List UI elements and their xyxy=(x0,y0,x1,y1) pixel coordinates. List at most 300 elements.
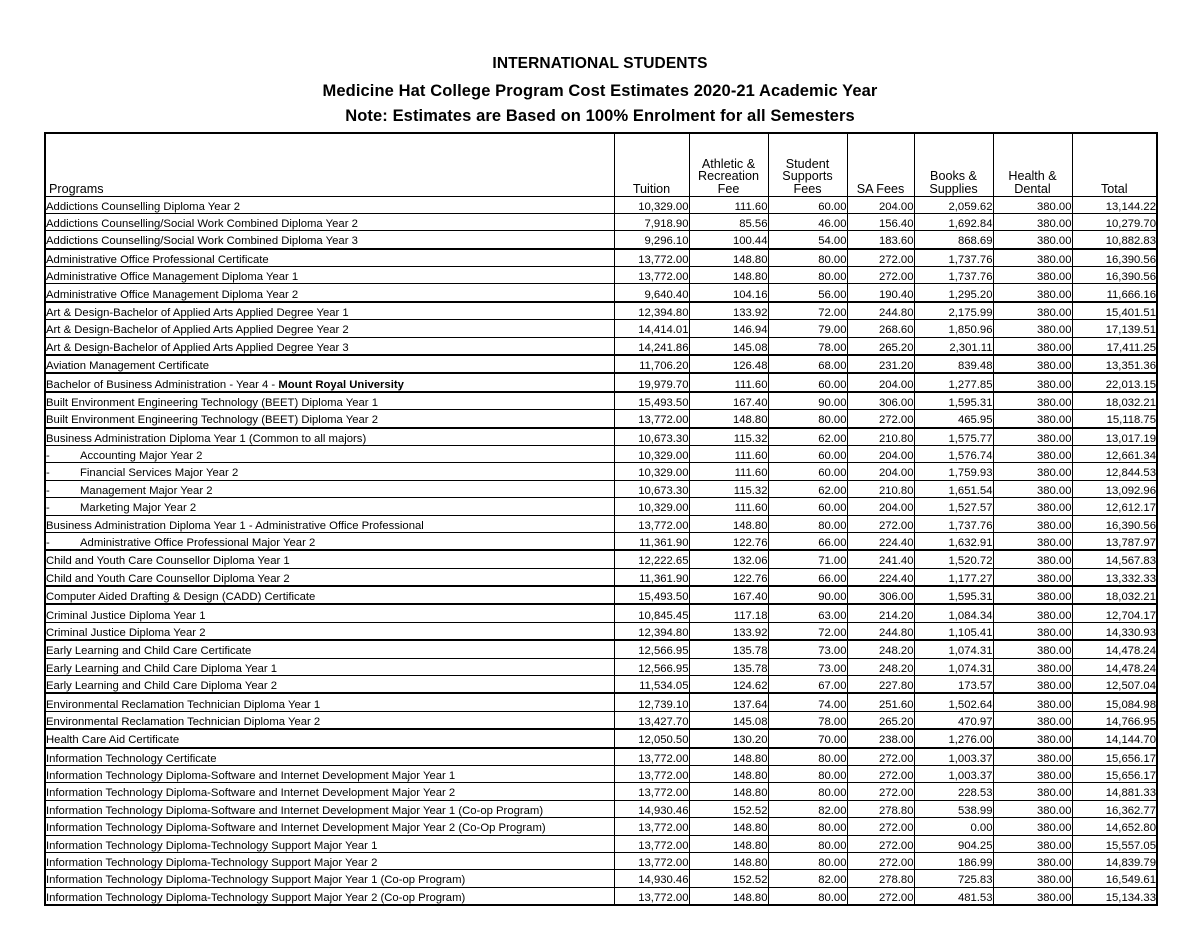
cell-student-supports-fees: 63.00 xyxy=(768,604,847,622)
cell-health-dental: 380.00 xyxy=(993,729,1072,747)
cell-sa-fees: 244.80 xyxy=(847,302,914,320)
cell-tuition: 14,414.01 xyxy=(614,320,689,337)
cell-athletic-recreation-fee: 152.52 xyxy=(689,800,768,817)
cell-student-supports-fees: 80.00 xyxy=(768,887,847,905)
cell-athletic-recreation-fee: 111.60 xyxy=(689,196,768,213)
cell-student-supports-fees: 90.00 xyxy=(768,392,847,410)
cell-athletic-recreation-fee: 111.60 xyxy=(689,463,768,480)
cell-health-dental: 380.00 xyxy=(993,392,1072,410)
cell-student-supports-fees: 79.00 xyxy=(768,320,847,337)
cell-total: 15,401.51 xyxy=(1072,302,1157,320)
cell-student-supports-fees: 70.00 xyxy=(768,729,847,747)
cell-student-supports-fees: 82.00 xyxy=(768,870,847,887)
cell-athletic-recreation-fee: 111.60 xyxy=(689,445,768,462)
cell-books-supplies: 1,003.37 xyxy=(914,766,993,783)
cell-program-name: Information Technology Diploma-Software and Internet Development Major Year 1 xyxy=(45,766,614,783)
cell-health-dental: 380.00 xyxy=(993,498,1072,515)
cell-books-supplies: 1,520.72 xyxy=(914,550,993,568)
cell-athletic-recreation-fee: 148.80 xyxy=(689,748,768,766)
cell-student-supports-fees: 80.00 xyxy=(768,515,847,532)
cell-sa-fees: 204.00 xyxy=(847,498,914,515)
cell-athletic-recreation-fee: 167.40 xyxy=(689,586,768,604)
cell-tuition: 9,640.40 xyxy=(614,284,689,302)
cell-total: 10,279.70 xyxy=(1072,213,1157,230)
cell-athletic-recreation-fee: 133.92 xyxy=(689,302,768,320)
cell-health-dental: 380.00 xyxy=(993,800,1072,817)
cell-books-supplies: 1,692.84 xyxy=(914,213,993,230)
cell-books-supplies: 1,084.34 xyxy=(914,604,993,622)
cell-health-dental: 380.00 xyxy=(993,302,1072,320)
cell-total: 13,332.33 xyxy=(1072,568,1157,586)
cell-health-dental: 380.00 xyxy=(993,693,1072,711)
cell-student-supports-fees: 72.00 xyxy=(768,622,847,640)
cell-sa-fees: 272.00 xyxy=(847,267,914,284)
table-row xyxy=(45,783,1157,800)
column-header-total: Total xyxy=(1072,133,1157,197)
cell-program-name: Addictions Counselling/Social Work Combined Diploma Year 3 xyxy=(45,231,614,249)
cell-program-name: - Administrative Office Professional Major Year 2 xyxy=(45,532,614,550)
cell-books-supplies: 904.25 xyxy=(914,835,993,852)
cell-tuition: 13,772.00 xyxy=(614,887,689,905)
cell-athletic-recreation-fee: 148.80 xyxy=(689,887,768,905)
cell-books-supplies: 470.97 xyxy=(914,711,993,729)
cell-books-supplies: 1,632.91 xyxy=(914,532,993,550)
cell-tuition: 13,427.70 xyxy=(614,711,689,729)
table-row xyxy=(45,729,1157,747)
table-row xyxy=(45,550,1157,568)
cell-program-name: Administrative Office Management Diploma Year 1 xyxy=(45,267,614,284)
cell-student-supports-fees: 73.00 xyxy=(768,658,847,675)
cell-program-name: Built Environment Engineering Technology (BEET) Diploma Year 1 xyxy=(45,392,614,410)
cell-program-name: Information Technology Diploma-Software and Internet Development Major Year 1 (Co-op Program) xyxy=(45,800,614,817)
cell-total: 15,134.33 xyxy=(1072,887,1157,905)
cell-total: 13,092.96 xyxy=(1072,480,1157,497)
cell-books-supplies: 1,759.93 xyxy=(914,463,993,480)
cell-student-supports-fees: 80.00 xyxy=(768,410,847,428)
cell-tuition: 10,673.30 xyxy=(614,428,689,446)
cell-tuition: 12,394.80 xyxy=(614,302,689,320)
cell-program-name: Information Technology Diploma-Technology Support Major Year 1 xyxy=(45,835,614,852)
cell-total: 11,666.16 xyxy=(1072,284,1157,302)
cell-tuition: 9,296.10 xyxy=(614,231,689,249)
title-enrolment-note: Note: Estimates are Based on 100% Enrolment for all Semesters xyxy=(345,107,855,125)
cell-books-supplies: 1,003.37 xyxy=(914,748,993,766)
cell-books-supplies: 1,595.31 xyxy=(914,586,993,604)
cell-program-name: Information Technology Diploma-Technology Support Major Year 2 xyxy=(45,852,614,869)
cell-health-dental: 380.00 xyxy=(993,410,1072,428)
cell-tuition: 10,329.00 xyxy=(614,498,689,515)
cell-athletic-recreation-fee: 148.80 xyxy=(689,818,768,835)
cell-tuition: 15,493.50 xyxy=(614,392,689,410)
table-row xyxy=(45,320,1157,337)
cell-sa-fees: 238.00 xyxy=(847,729,914,747)
cell-program-name: Information Technology Diploma-Technology Support Major Year 1 (Co-op Program) xyxy=(45,870,614,887)
table-row xyxy=(45,676,1157,694)
cell-tuition: 13,772.00 xyxy=(614,748,689,766)
cell-total: 14,766.95 xyxy=(1072,711,1157,729)
cell-athletic-recreation-fee: 124.62 xyxy=(689,676,768,694)
cell-tuition: 12,739.10 xyxy=(614,693,689,711)
table-row xyxy=(45,249,1157,267)
cell-total: 16,549.61 xyxy=(1072,870,1157,887)
cell-books-supplies: 868.69 xyxy=(914,231,993,249)
cell-books-supplies: 1,105.41 xyxy=(914,622,993,640)
cell-health-dental: 380.00 xyxy=(993,532,1072,550)
cell-health-dental: 380.00 xyxy=(993,480,1072,497)
partner-institution-name: Mount Royal University xyxy=(278,378,404,391)
cell-total: 15,656.17 xyxy=(1072,766,1157,783)
cell-total: 12,661.34 xyxy=(1072,445,1157,462)
cell-sa-fees: 214.20 xyxy=(847,604,914,622)
cell-sa-fees: 244.80 xyxy=(847,622,914,640)
cell-sa-fees: 272.00 xyxy=(847,852,914,869)
cell-tuition: 12,222.65 xyxy=(614,550,689,568)
cell-sa-fees: 190.40 xyxy=(847,284,914,302)
cell-total: 17,139.51 xyxy=(1072,320,1157,337)
cell-health-dental: 380.00 xyxy=(993,604,1072,622)
cell-athletic-recreation-fee: 148.80 xyxy=(689,783,768,800)
cell-books-supplies: 1,502.64 xyxy=(914,693,993,711)
cell-total: 13,144.22 xyxy=(1072,196,1157,213)
table-header xyxy=(45,133,1157,197)
cell-student-supports-fees: 80.00 xyxy=(768,852,847,869)
cell-sa-fees: 231.20 xyxy=(847,355,914,373)
cell-tuition: 12,566.95 xyxy=(614,658,689,675)
cell-health-dental: 380.00 xyxy=(993,355,1072,373)
cell-student-supports-fees: 80.00 xyxy=(768,249,847,267)
cell-books-supplies: 1,527.57 xyxy=(914,498,993,515)
cell-health-dental: 380.00 xyxy=(993,249,1072,267)
cell-athletic-recreation-fee: 133.92 xyxy=(689,622,768,640)
cell-sa-fees: 204.00 xyxy=(847,196,914,213)
cell-books-supplies: 1,651.54 xyxy=(914,480,993,497)
program-cost-table xyxy=(44,132,1158,907)
table-row xyxy=(45,604,1157,622)
cell-total: 14,652.80 xyxy=(1072,818,1157,835)
cell-athletic-recreation-fee: 145.08 xyxy=(689,337,768,355)
cell-athletic-recreation-fee: 146.94 xyxy=(689,320,768,337)
column-header-programs: Programs xyxy=(45,133,614,197)
cell-books-supplies: 1,074.31 xyxy=(914,640,993,658)
cell-books-supplies: 2,301.11 xyxy=(914,337,993,355)
cell-books-supplies: 1,737.76 xyxy=(914,515,993,532)
table-row xyxy=(45,498,1157,515)
cell-sa-fees: 272.00 xyxy=(847,249,914,267)
cell-student-supports-fees: 72.00 xyxy=(768,302,847,320)
table-row xyxy=(45,480,1157,497)
cell-athletic-recreation-fee: 132.06 xyxy=(689,550,768,568)
cell-books-supplies: 228.53 xyxy=(914,783,993,800)
table-header-row xyxy=(45,133,1157,197)
cell-sa-fees: 248.20 xyxy=(847,658,914,675)
cell-athletic-recreation-fee: 148.80 xyxy=(689,766,768,783)
cell-student-supports-fees: 46.00 xyxy=(768,213,847,230)
cell-health-dental: 380.00 xyxy=(993,622,1072,640)
cell-books-supplies: 538.99 xyxy=(914,800,993,817)
cell-books-supplies: 186.99 xyxy=(914,852,993,869)
cell-total: 14,144.70 xyxy=(1072,729,1157,747)
cell-books-supplies: 1,295.20 xyxy=(914,284,993,302)
cell-health-dental: 380.00 xyxy=(993,586,1072,604)
cell-athletic-recreation-fee: 148.80 xyxy=(689,852,768,869)
cell-program-name: Information Technology Diploma-Technology Support Major Year 2 (Co-op Program) xyxy=(45,887,614,905)
cell-sa-fees: 278.80 xyxy=(847,870,914,887)
cell-health-dental: 380.00 xyxy=(993,445,1072,462)
cell-student-supports-fees: 78.00 xyxy=(768,337,847,355)
cell-sa-fees: 265.20 xyxy=(847,337,914,355)
cell-health-dental: 380.00 xyxy=(993,267,1072,284)
cell-student-supports-fees: 66.00 xyxy=(768,532,847,550)
cell-program-name: Child and Youth Care Counsellor Diploma Year 1 xyxy=(45,550,614,568)
cell-sa-fees: 272.00 xyxy=(847,835,914,852)
cell-athletic-recreation-fee: 122.76 xyxy=(689,532,768,550)
table-row xyxy=(45,284,1157,302)
cell-tuition: 13,772.00 xyxy=(614,410,689,428)
cell-total: 16,362.77 xyxy=(1072,800,1157,817)
column-header-athletic-recreation-fee xyxy=(689,133,768,197)
cell-books-supplies: 1,595.31 xyxy=(914,392,993,410)
cell-program-name: Administrative Office Professional Certificate xyxy=(45,249,614,267)
table-row xyxy=(45,463,1157,480)
cell-total: 12,704.17 xyxy=(1072,604,1157,622)
cell-health-dental: 380.00 xyxy=(993,463,1072,480)
table-row xyxy=(45,586,1157,604)
cell-program-name: Business Administration Diploma Year 1 - Administrative Office Professional xyxy=(45,515,614,532)
cell-student-supports-fees: 60.00 xyxy=(768,498,847,515)
cell-program-name: Addictions Counselling Diploma Year 2 xyxy=(45,196,614,213)
cell-health-dental: 380.00 xyxy=(993,213,1072,230)
cell-student-supports-fees: 60.00 xyxy=(768,373,847,391)
cell-program-name: Environmental Reclamation Technician Diploma Year 1 xyxy=(45,693,614,711)
cell-sa-fees: 306.00 xyxy=(847,392,914,410)
cell-athletic-recreation-fee: 117.18 xyxy=(689,604,768,622)
table-row xyxy=(45,568,1157,586)
cell-total: 15,656.17 xyxy=(1072,748,1157,766)
cell-student-supports-fees: 62.00 xyxy=(768,480,847,497)
table-row xyxy=(45,213,1157,230)
header-line: Student xyxy=(785,156,830,171)
table-row xyxy=(45,818,1157,835)
cell-sa-fees: 204.00 xyxy=(847,445,914,462)
table-row xyxy=(45,392,1157,410)
table-row xyxy=(45,337,1157,355)
cell-books-supplies: 481.53 xyxy=(914,887,993,905)
cell-tuition: 10,329.00 xyxy=(614,196,689,213)
cell-athletic-recreation-fee: 137.64 xyxy=(689,693,768,711)
cell-books-supplies: 2,059.62 xyxy=(914,196,993,213)
cell-tuition: 14,241.86 xyxy=(614,337,689,355)
cell-sa-fees: 183.60 xyxy=(847,231,914,249)
table-row xyxy=(45,766,1157,783)
cell-student-supports-fees: 60.00 xyxy=(768,445,847,462)
cell-program-name: Environmental Reclamation Technician Diploma Year 2 xyxy=(45,711,614,729)
table-row xyxy=(45,515,1157,532)
table-row xyxy=(45,658,1157,675)
column-header-tuition: Tuition xyxy=(614,133,689,197)
cell-books-supplies: 725.83 xyxy=(914,870,993,887)
cell-health-dental: 380.00 xyxy=(993,284,1072,302)
cell-sa-fees: 272.00 xyxy=(847,515,914,532)
cell-tuition: 13,772.00 xyxy=(614,249,689,267)
bullet-dash-marker: - xyxy=(46,450,50,463)
cell-sa-fees: 272.00 xyxy=(847,766,914,783)
cell-student-supports-fees: 80.00 xyxy=(768,267,847,284)
cell-books-supplies: 2,175.99 xyxy=(914,302,993,320)
cell-total: 14,839.79 xyxy=(1072,852,1157,869)
cell-athletic-recreation-fee: 122.76 xyxy=(689,568,768,586)
cell-tuition: 13,772.00 xyxy=(614,852,689,869)
cell-sa-fees: 204.00 xyxy=(847,463,914,480)
cell-health-dental: 380.00 xyxy=(993,373,1072,391)
cell-tuition: 11,534.05 xyxy=(614,676,689,694)
cell-program-name: Criminal Justice Diploma Year 2 xyxy=(45,622,614,640)
cell-student-supports-fees: 54.00 xyxy=(768,231,847,249)
title-international-students: INTERNATIONAL STUDENTS xyxy=(492,55,708,72)
cell-total: 12,844.53 xyxy=(1072,463,1157,480)
cell-health-dental: 380.00 xyxy=(993,676,1072,694)
cell-total: 14,567.83 xyxy=(1072,550,1157,568)
table-row xyxy=(45,355,1157,373)
table-row xyxy=(45,267,1157,284)
cell-health-dental: 380.00 xyxy=(993,748,1072,766)
cell-books-supplies: 1,575.77 xyxy=(914,428,993,446)
bullet-dash-marker: - xyxy=(46,467,50,480)
table-row xyxy=(45,835,1157,852)
cell-sa-fees: 224.40 xyxy=(847,568,914,586)
cell-books-supplies: 1,737.76 xyxy=(914,249,993,267)
cell-total: 18,032.21 xyxy=(1072,392,1157,410)
cell-books-supplies: 173.57 xyxy=(914,676,993,694)
table-row xyxy=(45,445,1157,462)
cell-sa-fees: 210.80 xyxy=(847,428,914,446)
table-row xyxy=(45,800,1157,817)
cell-student-supports-fees: 90.00 xyxy=(768,586,847,604)
cell-total: 15,557.05 xyxy=(1072,835,1157,852)
table-row xyxy=(45,622,1157,640)
cell-program-name: Bachelor of Business Administration - Year 4 - Mount Royal University xyxy=(45,373,614,391)
cell-books-supplies: 1,277.85 xyxy=(914,373,993,391)
header-line: Recreation xyxy=(698,169,759,184)
table-row xyxy=(45,196,1157,213)
cell-student-supports-fees: 74.00 xyxy=(768,693,847,711)
header-line: Fee xyxy=(717,181,740,196)
cell-student-supports-fees: 80.00 xyxy=(768,783,847,800)
cell-health-dental: 380.00 xyxy=(993,196,1072,213)
cell-books-supplies: 465.95 xyxy=(914,410,993,428)
cell-tuition: 12,050.50 xyxy=(614,729,689,747)
cell-health-dental: 380.00 xyxy=(993,231,1072,249)
cell-program-name: Child and Youth Care Counsellor Diploma Year 2 xyxy=(45,568,614,586)
cell-tuition: 12,394.80 xyxy=(614,622,689,640)
cell-program-name: Information Technology Diploma-Software and Internet Development Major Year 2 (Co-Op Program) xyxy=(45,818,614,835)
cell-program-name: Information Technology Diploma-Software and Internet Development Major Year 2 xyxy=(45,783,614,800)
cell-total: 16,390.56 xyxy=(1072,267,1157,284)
cell-sa-fees: 227.80 xyxy=(847,676,914,694)
column-header-books-supplies xyxy=(914,133,993,197)
cell-health-dental: 380.00 xyxy=(993,887,1072,905)
cell-program-name: Information Technology Certificate xyxy=(45,748,614,766)
cell-tuition: 11,361.90 xyxy=(614,532,689,550)
cell-student-supports-fees: 60.00 xyxy=(768,196,847,213)
cell-total: 14,478.24 xyxy=(1072,658,1157,675)
cell-athletic-recreation-fee: 135.78 xyxy=(689,658,768,675)
cell-program-name: Criminal Justice Diploma Year 1 xyxy=(45,604,614,622)
cell-sa-fees: 268.60 xyxy=(847,320,914,337)
cell-health-dental: 380.00 xyxy=(993,783,1072,800)
cell-program-name: Built Environment Engineering Technology (BEET) Diploma Year 2 xyxy=(45,410,614,428)
cell-tuition: 11,361.90 xyxy=(614,568,689,586)
table-row xyxy=(45,428,1157,446)
cell-program-name: - Management Major Year 2 xyxy=(45,480,614,497)
table-row xyxy=(45,852,1157,869)
cell-books-supplies: 1,074.31 xyxy=(914,658,993,675)
cell-tuition: 13,772.00 xyxy=(614,515,689,532)
cell-student-supports-fees: 78.00 xyxy=(768,711,847,729)
document-titles xyxy=(0,0,1200,125)
cell-sa-fees: 224.40 xyxy=(847,532,914,550)
cell-sa-fees: 272.00 xyxy=(847,748,914,766)
cell-program-name: - Financial Services Major Year 2 xyxy=(45,463,614,480)
cell-books-supplies: 1,576.74 xyxy=(914,445,993,462)
cell-athletic-recreation-fee: 135.78 xyxy=(689,640,768,658)
cell-health-dental: 380.00 xyxy=(993,428,1072,446)
cell-program-name: Art & Design-Bachelor of Applied Arts Applied Degree Year 1 xyxy=(45,302,614,320)
cell-health-dental: 380.00 xyxy=(993,568,1072,586)
cell-athletic-recreation-fee: 115.32 xyxy=(689,480,768,497)
cell-health-dental: 380.00 xyxy=(993,835,1072,852)
cell-tuition: 10,673.30 xyxy=(614,480,689,497)
cell-athletic-recreation-fee: 111.60 xyxy=(689,373,768,391)
cell-athletic-recreation-fee: 130.20 xyxy=(689,729,768,747)
cell-total: 14,881.33 xyxy=(1072,783,1157,800)
cell-program-name: Health Care Aid Certificate xyxy=(45,729,614,747)
cell-student-supports-fees: 80.00 xyxy=(768,766,847,783)
cell-books-supplies: 839.48 xyxy=(914,355,993,373)
cell-program-name: Addictions Counselling/Social Work Combined Diploma Year 2 xyxy=(45,213,614,230)
cell-student-supports-fees: 60.00 xyxy=(768,463,847,480)
cell-health-dental: 380.00 xyxy=(993,766,1072,783)
cell-tuition: 19,979.70 xyxy=(614,373,689,391)
cell-health-dental: 380.00 xyxy=(993,515,1072,532)
cell-total: 10,882.83 xyxy=(1072,231,1157,249)
cell-books-supplies: 0.00 xyxy=(914,818,993,835)
cell-student-supports-fees: 71.00 xyxy=(768,550,847,568)
table-row xyxy=(45,373,1157,391)
table-row xyxy=(45,231,1157,249)
cell-health-dental: 380.00 xyxy=(993,550,1072,568)
cell-tuition: 14,930.46 xyxy=(614,800,689,817)
table-row xyxy=(45,640,1157,658)
cell-athletic-recreation-fee: 85.56 xyxy=(689,213,768,230)
cell-sa-fees: 306.00 xyxy=(847,586,914,604)
cell-tuition: 13,772.00 xyxy=(614,766,689,783)
cell-health-dental: 380.00 xyxy=(993,337,1072,355)
cell-total: 16,390.56 xyxy=(1072,515,1157,532)
cell-student-supports-fees: 82.00 xyxy=(768,800,847,817)
cell-student-supports-fees: 67.00 xyxy=(768,676,847,694)
header-line: Supplies xyxy=(929,181,978,196)
column-header-sa-fees: SA Fees xyxy=(847,133,914,197)
cell-student-supports-fees: 80.00 xyxy=(768,748,847,766)
cell-sa-fees: 241.40 xyxy=(847,550,914,568)
table-row xyxy=(45,711,1157,729)
cell-total: 15,084.98 xyxy=(1072,693,1157,711)
cell-total: 17,411.25 xyxy=(1072,337,1157,355)
cell-tuition: 14,930.46 xyxy=(614,870,689,887)
cell-books-supplies: 1,850.96 xyxy=(914,320,993,337)
header-line: Books & xyxy=(930,169,977,184)
cell-tuition: 13,772.00 xyxy=(614,835,689,852)
